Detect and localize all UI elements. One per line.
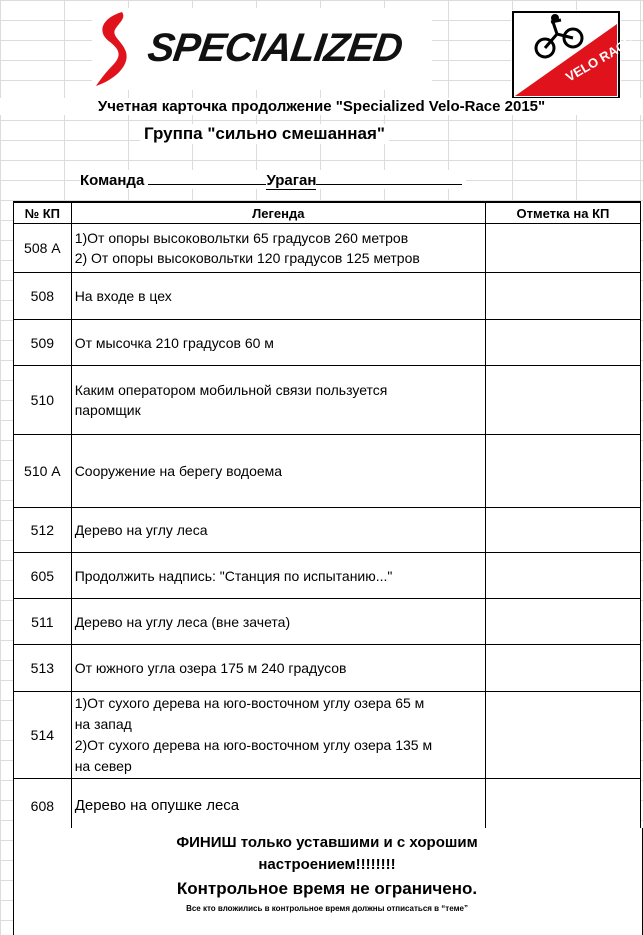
legend-line: Сооружение на берегу водоема: [74, 463, 283, 479]
specialized-logo: [92, 8, 432, 90]
table-row: [14, 273, 641, 320]
kp-legend: [71, 435, 485, 508]
kp-legend: [71, 224, 485, 273]
specialized-s-icon: [92, 10, 142, 88]
kp-number: 514: [14, 692, 72, 779]
team-underline-right: [316, 170, 462, 185]
kp-number: 608: [14, 779, 72, 833]
col-legend: Легенда: [71, 202, 485, 224]
kp-legend: [71, 692, 485, 779]
group-title: Группа "сильно смешанная": [140, 124, 389, 144]
kp-mark-cell[interactable]: [485, 366, 640, 435]
table-row: [14, 508, 641, 553]
kp-table: [13, 201, 641, 833]
kp-legend: [71, 599, 485, 645]
kp-legend: [71, 645, 485, 692]
velo-race-emblem-icon: [511, 10, 637, 100]
table-row: [14, 599, 641, 645]
table-row: [14, 320, 641, 366]
kp-legend: [71, 553, 485, 599]
finish-line: настроением!!!!!!!!: [258, 856, 396, 873]
legend-line: 2) От опоры высоковольтки 120 градусов 125 метров: [74, 250, 420, 266]
kp-mark-cell[interactable]: [485, 692, 640, 779]
velo-race-logo: [511, 10, 637, 100]
legend-line: Дерево на опушке леса: [74, 796, 240, 814]
kp-number: 513: [14, 645, 72, 692]
table-row: [14, 224, 641, 273]
legend-line: паромщик: [74, 402, 141, 418]
control-time-text: Контрольное время не ограничено.: [176, 879, 478, 898]
kp-number: 510 А: [14, 435, 72, 508]
col-kp-number: № КП: [14, 202, 72, 224]
legend-line: Дерево на углу леса: [74, 522, 208, 538]
legend-line: 1)От опоры высоковольтки 65 градусов 260 метров: [74, 230, 409, 246]
table-row: [14, 366, 641, 435]
card-title: Учетная карточка продолжение "Specialized Velo-Race 2015": [0, 98, 643, 115]
kp-legend: [71, 366, 485, 435]
kp-mark-cell[interactable]: [485, 435, 640, 508]
kp-number: 511: [14, 599, 72, 645]
kp-legend: [71, 779, 485, 833]
legend-line: 2)От сухого дерева на юго-восточном углу озера 135 м: [74, 737, 433, 753]
kp-number: 605: [14, 553, 72, 599]
team-label: Команда: [80, 172, 145, 189]
team-name: Ураган: [266, 172, 317, 189]
kp-number: 512: [14, 508, 72, 553]
kp-mark-cell[interactable]: [485, 645, 640, 692]
kp-number: 508 А: [14, 224, 72, 273]
footer-note: Все кто вложились в контрольное время должны отписаться в “теме”: [186, 904, 468, 913]
table-header-row: [14, 202, 641, 224]
legend-line: на запад: [74, 716, 132, 732]
table-row: [14, 645, 641, 692]
legend-line: на север: [74, 758, 132, 774]
table-row: [14, 553, 641, 599]
finish-text: [13, 832, 641, 876]
specialized-wordmark: SPECIALIZED: [144, 26, 405, 70]
team-row: [80, 170, 466, 189]
velo-race-logo-text: VELO RACE: [563, 33, 637, 85]
kp-number: 510: [14, 366, 72, 435]
kp-mark-cell[interactable]: [485, 553, 640, 599]
table-row: [14, 692, 641, 779]
kp-mark-cell[interactable]: [485, 273, 640, 320]
col-mark: Отметка на КП: [485, 202, 640, 224]
kp-mark-cell[interactable]: [485, 224, 640, 273]
kp-legend: [71, 508, 485, 553]
team-underline-left: [148, 170, 266, 185]
kp-mark-cell[interactable]: [485, 508, 640, 553]
legend-line: От южного угла озера 175 м 240 градусов: [74, 660, 347, 676]
finish-line: ФИНИШ только уставшими и с хорошим: [176, 834, 478, 851]
kp-legend: [71, 320, 485, 366]
kp-mark-cell[interactable]: [485, 320, 640, 366]
table-row: [14, 435, 641, 508]
kp-number: 508: [14, 273, 72, 320]
kp-legend: [71, 273, 485, 320]
kp-number: 509: [14, 320, 72, 366]
legend-line: Дерево на углу леса (вне зачета): [74, 613, 291, 630]
legend-line: От мысочка 210 градусов 60 м: [74, 334, 274, 351]
kp-mark-cell[interactable]: [485, 779, 640, 833]
legend-line: 1)От сухого дерева на юго-восточном углу озера 65 м: [74, 695, 425, 711]
table-row: [14, 779, 641, 833]
legend-line: Продолжить надпись: "Станция по испытанию...": [74, 567, 393, 584]
kp-mark-cell[interactable]: [485, 599, 640, 645]
legend-line: Каким оператором мобильной связи пользуется: [74, 382, 388, 398]
legend-line: На входе в цех: [74, 288, 172, 304]
